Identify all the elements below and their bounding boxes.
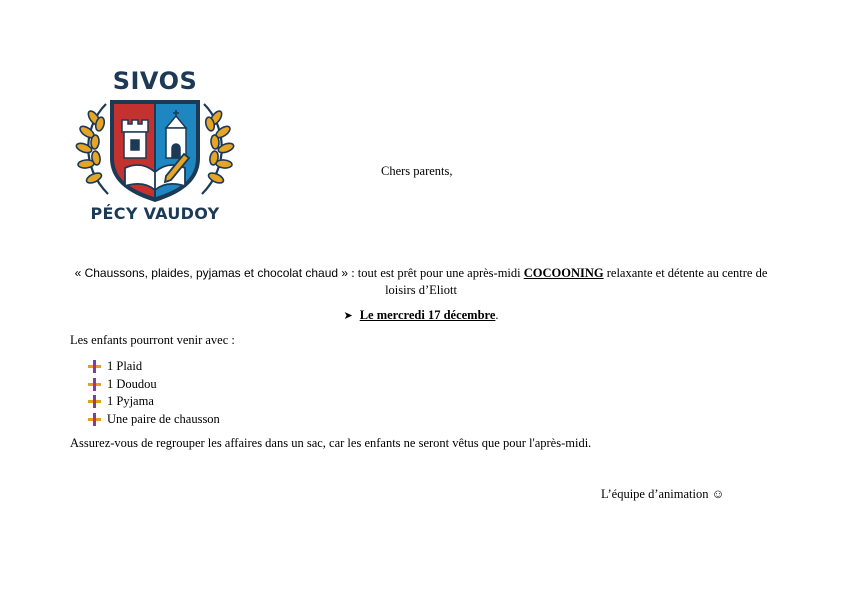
logo-subtitle: PÉCY VAUDOY	[90, 204, 220, 223]
greeting: Chers parents,	[381, 164, 453, 178]
event-date-suffix: .	[495, 308, 499, 322]
list-item-label: 1 Doudou	[107, 376, 157, 391]
logo-title: SIVOS	[112, 67, 198, 95]
sivos-logo	[70, 66, 240, 228]
intro-paragraph	[70, 265, 772, 299]
cross-bullet-icon	[88, 360, 101, 373]
school-crest-icon	[70, 96, 240, 204]
list-item-label: Une paire de chausson	[107, 411, 220, 426]
arrow-bullet-icon: ➤	[343, 309, 353, 322]
list-item	[88, 376, 220, 394]
list-item	[88, 411, 220, 429]
event-date: Le mercredi 17 décembre	[359, 308, 496, 322]
cross-bullet-icon	[88, 395, 101, 408]
list-item	[88, 358, 220, 376]
intro-middle: : tout est prêt pour une après-midi	[348, 266, 524, 280]
list-intro: Les enfants pourront venir avec :	[70, 333, 235, 347]
intro-quote: « Chaussons, plaides, pyjamas et chocolat chaud »	[74, 266, 349, 280]
signature: L’équipe d’animation ☺	[601, 487, 725, 501]
items-list	[88, 358, 220, 428]
reminder-note: Assurez-vous de regrouper les affaires dans un sac, car les enfants ne seront vêtus que pour l'après-midi.	[70, 436, 592, 450]
cross-bullet-icon	[88, 378, 101, 391]
list-item-label: 1 Pyjama	[107, 394, 154, 408]
event-date-line	[0, 308, 842, 323]
cocooning-highlight: COCOONING	[523, 266, 604, 280]
intro-end: relaxante et détente au centre de loisirs d’Eliott	[385, 266, 768, 297]
cross-bullet-icon	[88, 413, 101, 426]
list-item-label: 1 Plaid	[107, 359, 143, 373]
list-item	[88, 393, 220, 411]
